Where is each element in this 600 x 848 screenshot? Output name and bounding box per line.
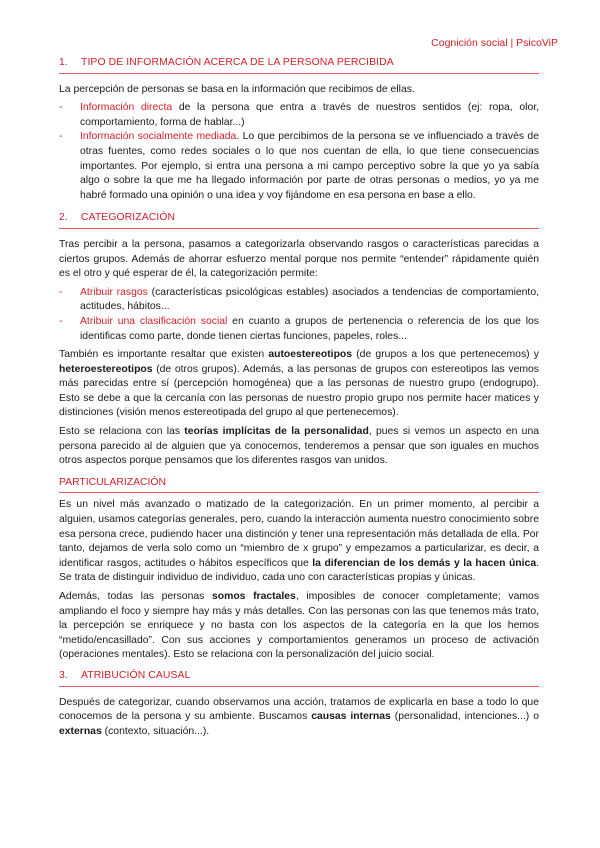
text-run: , pues si vemos un aspecto en una persona parecido al de alguien que ya conocemos, tenderemos a pensar que son iguales en muchos otros aspectos porque pensamos que los diferentes rasgos van unidos.	[59, 426, 539, 467]
list-term: Información socialmente mediada	[80, 131, 237, 143]
dash-bullet: -	[59, 286, 63, 298]
bold-term: teorías implícitas de la personalidad	[184, 426, 369, 438]
bold-term: la diferencian de los demás y la hacen única	[312, 557, 537, 569]
list-text: de la persona que entra a través de nuestros sentidos (ej: ropa, olor, comportamiento, forma de hablar...)	[80, 102, 539, 128]
section-number: 2.	[59, 212, 68, 224]
bullet-list	[59, 286, 539, 344]
list-item	[59, 315, 539, 344]
text-run: (de otros grupos). Además, a las personas de grupos con estereotipos las vemos más parecidas entre sí (percepción homogénea) que a las personas de nuestro grupo (endogrupo). Esto se debe a que la cercanía con las personas de nuestro propio grupo nos permite hacer matices y distinciones (visión menos estereotipada del grupo al que pertenecemos).	[59, 363, 539, 419]
dash-bullet: -	[59, 102, 63, 114]
bold-term: externas	[59, 725, 102, 737]
dash-bullet: -	[59, 131, 63, 143]
list-text: en cuanto a grupos de pertenencia o referencia de los que los identificas como parte, donde tienen ciertas funciones, papeles, roles...	[80, 315, 539, 342]
paragraph	[59, 696, 539, 740]
list-term: Atribuir una clasificación social	[80, 315, 228, 327]
page-header: Cognición social | PsicoViP	[431, 37, 558, 49]
paragraph: La percepción de personas se basa en la información que recibimos de ellas.	[59, 83, 415, 95]
section-heading-3	[59, 669, 539, 687]
document-body	[59, 56, 539, 743]
list-term: Información directa	[80, 102, 173, 114]
text-run: También es importante resaltar que existen	[59, 349, 269, 361]
section-heading-1	[59, 56, 539, 74]
section-number: 1.	[59, 57, 68, 68]
list-term: Atribuir rasgos	[80, 286, 148, 298]
paragraph	[59, 425, 539, 469]
text-run: Es un nivel más avanzado o matizado de la categorización. En un primer momento, al percibir a alguien, usamos categorías generales, pero, cuando la interacción aumenta nuestro conocimiento sobre esa persona crece, pudiendo hacer una distinción y tener una representación más detallada de ella. Por tanto, dejamos de verla solo como un “miembro de x grupo” y empezamos a particularizar, es decir, a identificar rasgos, actitudes o hábitos específicos que	[59, 499, 539, 569]
list-text: . Lo que percibimos de la persona se ve influenciado a través de otras fuentes, como redes sociales o lo que nos cuentan de ella, lo que tiene consecuencias importantes. Por ejemplo, si entra una persona a mi campo perceptivo sobre la que yo ya sabía algo o sobre la que me ha llegado información por parte de otras personas o medios, yo ya me habré formado una opinión o una idea y voy fijándome en esa persona en base a ello.	[80, 131, 539, 201]
bold-term: causas internas	[311, 711, 391, 723]
section-number: 3.	[59, 669, 68, 681]
text-run: (contexto, situación...).	[101, 725, 210, 737]
bullet-list	[59, 101, 539, 203]
text-run: (de grupos a los que pertenecemos) y	[352, 349, 539, 361]
paragraph	[59, 348, 539, 421]
paragraph: Tras percibir a la persona, pasamos a categorizarla observando rasgos o características parecidas a ciertos grupos. Además de ahorrar esfuerzo mental porque nos permite “entender” rápidamente quién es el otro y qué esperar de él, la categorización permite:	[59, 238, 539, 280]
dash-bullet: -	[59, 315, 63, 327]
list-item	[59, 101, 539, 130]
section-title: CATEGORIZACIÓN	[81, 212, 176, 224]
section-title: ATRIBUCIÓN CAUSAL	[81, 669, 191, 681]
list-item	[59, 130, 539, 203]
bold-term: somos fractales	[211, 591, 296, 602]
text-run: (personalidad, intenciones...) o	[390, 711, 539, 723]
subsection-heading: PARTICULARIZACIÓN	[59, 476, 539, 494]
text-run: . Se trata de distinguir individuo de individuo, cada uno con características propias y únicas.	[59, 557, 539, 584]
text-run: Después de categorizar, cuando observamos una acción, tratamos de explicarla en base a todo lo que conocemos de la persona y su ambiente. Buscamos	[59, 696, 539, 723]
paragraph	[59, 590, 539, 663]
text-run: , imposibles de conocer completamente; vamos ampliando el foco y siempre hay más y más detalles. Con las personas con las que tenemos más trato, la percepción se enriquece y no basta con los aspectos de la categoría en la que los hemos “metido/encasillado”. Con sus acciones y comportamientos generamos un proceso de activación (operaciones mentales). Esto se relaciona con la personalización del juicio social.	[59, 591, 540, 661]
text-run: Esto se relaciona con las	[59, 426, 185, 438]
text-run: Además, todas las personas	[59, 591, 212, 602]
list-text: (características psicológicas estables) asociados a tendencias de comportamiento, actitudes, hábitos...	[80, 286, 539, 313]
bold-term: autoestereotipos	[268, 349, 353, 361]
paragraph	[59, 498, 539, 586]
section-title: TIPO DE INFORMACIÓN ACERCA DE LA PERSONA PERCIBIDA	[81, 57, 394, 68]
list-item	[59, 286, 539, 315]
section-heading-2	[59, 211, 539, 229]
bold-term: heteroestereotipos	[59, 363, 153, 375]
